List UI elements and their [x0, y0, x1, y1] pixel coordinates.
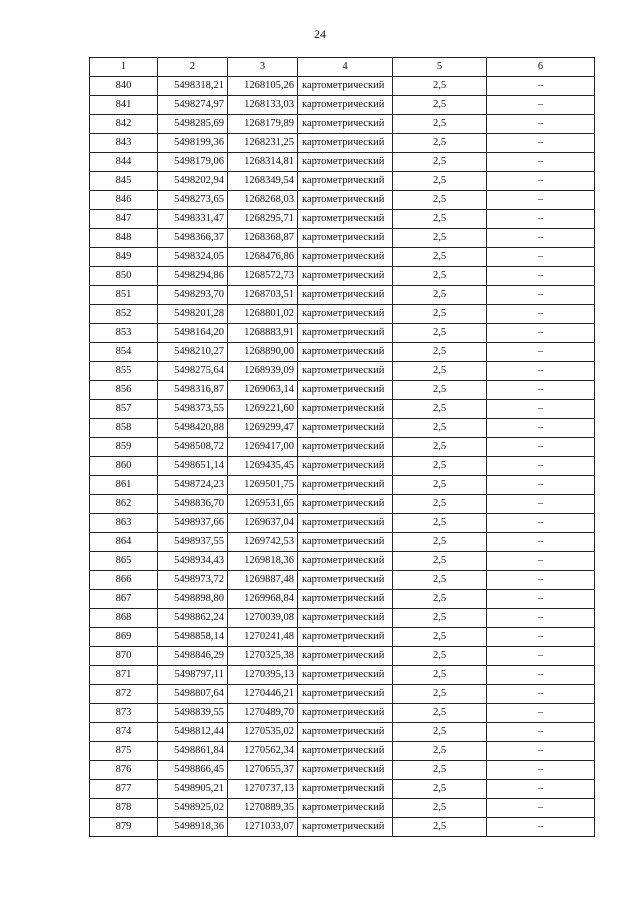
table-row [90, 552, 595, 571]
description-cell: – [487, 780, 595, 799]
x-coordinate-cell: 5498285,69 [158, 115, 228, 134]
accuracy-cell: 2,5 [393, 571, 487, 590]
method-cell: картометрический [298, 115, 393, 134]
description-cell: – [487, 704, 595, 723]
method-cell: картометрический [298, 267, 393, 286]
accuracy-cell: 2,5 [393, 324, 487, 343]
point-number-cell: 861 [90, 476, 158, 495]
x-coordinate-cell: 5498918,36 [158, 818, 228, 837]
table-row [90, 818, 595, 837]
point-number-cell: 848 [90, 229, 158, 248]
description-cell: – [487, 267, 595, 286]
point-number-cell: 849 [90, 248, 158, 267]
description-cell: – [487, 514, 595, 533]
accuracy-cell: 2,5 [393, 400, 487, 419]
point-number-cell: 876 [90, 761, 158, 780]
page-number: 24 [314, 27, 326, 41]
y-coordinate-cell: 1269968,84 [228, 590, 298, 609]
x-coordinate-cell: 5498293,70 [158, 286, 228, 305]
y-coordinate-cell: 1270446,21 [228, 685, 298, 704]
y-coordinate-cell: 1268179,89 [228, 115, 298, 134]
y-coordinate-cell: 1270395,13 [228, 666, 298, 685]
accuracy-cell: 2,5 [393, 533, 487, 552]
table-row [90, 153, 595, 172]
description-cell: – [487, 229, 595, 248]
method-cell: картометрический [298, 742, 393, 761]
table-row [90, 419, 595, 438]
coordinates-table [89, 57, 595, 837]
method-cell: картометрический [298, 590, 393, 609]
accuracy-cell: 2,5 [393, 305, 487, 324]
point-number-cell: 855 [90, 362, 158, 381]
x-coordinate-cell: 5498812,44 [158, 723, 228, 742]
point-number-cell: 874 [90, 723, 158, 742]
accuracy-cell: 2,5 [393, 172, 487, 191]
method-cell: картометрический [298, 286, 393, 305]
accuracy-cell: 2,5 [393, 96, 487, 115]
table-row [90, 400, 595, 419]
accuracy-cell: 2,5 [393, 286, 487, 305]
column-header-5: 5 [393, 58, 487, 77]
description-cell: – [487, 457, 595, 476]
description-cell: – [487, 552, 595, 571]
y-coordinate-cell: 1269435,45 [228, 457, 298, 476]
y-coordinate-cell: 1268883,91 [228, 324, 298, 343]
point-number-cell: 857 [90, 400, 158, 419]
description-cell: – [487, 210, 595, 229]
table-row [90, 704, 595, 723]
description-cell: – [487, 495, 595, 514]
table-header-row [90, 58, 595, 77]
method-cell: картометрический [298, 818, 393, 837]
description-cell: – [487, 172, 595, 191]
method-cell: картометрический [298, 723, 393, 742]
x-coordinate-cell: 5498846,29 [158, 647, 228, 666]
y-coordinate-cell: 1269299,47 [228, 419, 298, 438]
column-header-6: 6 [487, 58, 595, 77]
y-coordinate-cell: 1268231,25 [228, 134, 298, 153]
method-cell: картометрический [298, 305, 393, 324]
y-coordinate-cell: 1268295,71 [228, 210, 298, 229]
x-coordinate-cell: 5498273,65 [158, 191, 228, 210]
y-coordinate-cell: 1270889,35 [228, 799, 298, 818]
method-cell: картометрический [298, 191, 393, 210]
table-row [90, 210, 595, 229]
method-cell: картометрический [298, 704, 393, 723]
y-coordinate-cell: 1270039,08 [228, 609, 298, 628]
description-cell: – [487, 476, 595, 495]
table-row [90, 609, 595, 628]
y-coordinate-cell: 1269063,14 [228, 381, 298, 400]
method-cell: картометрический [298, 362, 393, 381]
accuracy-cell: 2,5 [393, 362, 487, 381]
table-row [90, 666, 595, 685]
table-row [90, 476, 595, 495]
description-cell: – [487, 400, 595, 419]
accuracy-cell: 2,5 [393, 153, 487, 172]
x-coordinate-cell: 5498164,20 [158, 324, 228, 343]
x-coordinate-cell: 5498275,64 [158, 362, 228, 381]
x-coordinate-cell: 5498508,72 [158, 438, 228, 457]
description-cell: – [487, 647, 595, 666]
table-row [90, 115, 595, 134]
point-number-cell: 846 [90, 191, 158, 210]
table-row [90, 191, 595, 210]
y-coordinate-cell: 1269637,04 [228, 514, 298, 533]
x-coordinate-cell: 5498937,66 [158, 514, 228, 533]
y-coordinate-cell: 1270325,38 [228, 647, 298, 666]
point-number-cell: 875 [90, 742, 158, 761]
y-coordinate-cell: 1268349,54 [228, 172, 298, 191]
point-number-cell: 879 [90, 818, 158, 837]
x-coordinate-cell: 5498324,05 [158, 248, 228, 267]
method-cell: картометрический [298, 571, 393, 590]
y-coordinate-cell: 1268801,02 [228, 305, 298, 324]
y-coordinate-cell: 1268133,03 [228, 96, 298, 115]
accuracy-cell: 2,5 [393, 495, 487, 514]
method-cell: картометрический [298, 153, 393, 172]
x-coordinate-cell: 5498202,94 [158, 172, 228, 191]
method-cell: картометрический [298, 210, 393, 229]
method-cell: картометрический [298, 77, 393, 96]
method-cell: картометрический [298, 552, 393, 571]
table-row [90, 324, 595, 343]
accuracy-cell: 2,5 [393, 647, 487, 666]
description-cell: – [487, 818, 595, 837]
y-coordinate-cell: 1268939,09 [228, 362, 298, 381]
point-number-cell: 865 [90, 552, 158, 571]
method-cell: картометрический [298, 229, 393, 248]
x-coordinate-cell: 5498294,86 [158, 267, 228, 286]
method-cell: картометрический [298, 419, 393, 438]
description-cell: – [487, 419, 595, 438]
table-row [90, 267, 595, 286]
point-number-cell: 859 [90, 438, 158, 457]
accuracy-cell: 2,5 [393, 438, 487, 457]
method-cell: картометрический [298, 343, 393, 362]
table-row [90, 362, 595, 381]
x-coordinate-cell: 5498318,21 [158, 77, 228, 96]
method-cell: картометрический [298, 248, 393, 267]
description-cell: – [487, 324, 595, 343]
accuracy-cell: 2,5 [393, 115, 487, 134]
table-row [90, 134, 595, 153]
method-cell: картометрический [298, 799, 393, 818]
x-coordinate-cell: 5498366,37 [158, 229, 228, 248]
accuracy-cell: 2,5 [393, 628, 487, 647]
method-cell: картометрический [298, 457, 393, 476]
x-coordinate-cell: 5498199,36 [158, 134, 228, 153]
table-row [90, 685, 595, 704]
description-cell: – [487, 799, 595, 818]
method-cell: картометрический [298, 172, 393, 191]
x-coordinate-cell: 5498797,11 [158, 666, 228, 685]
x-coordinate-cell: 5498836,70 [158, 495, 228, 514]
description-cell: – [487, 723, 595, 742]
x-coordinate-cell: 5498937,55 [158, 533, 228, 552]
point-number-cell: 840 [90, 77, 158, 96]
description-cell: – [487, 666, 595, 685]
point-number-cell: 866 [90, 571, 158, 590]
point-number-cell: 873 [90, 704, 158, 723]
column-header-4: 4 [298, 58, 393, 77]
y-coordinate-cell: 1268314,81 [228, 153, 298, 172]
point-number-cell: 877 [90, 780, 158, 799]
x-coordinate-cell: 5498316,87 [158, 381, 228, 400]
point-number-cell: 864 [90, 533, 158, 552]
x-coordinate-cell: 5498420,88 [158, 419, 228, 438]
description-cell: – [487, 286, 595, 305]
y-coordinate-cell: 1271033,07 [228, 818, 298, 837]
point-number-cell: 854 [90, 343, 158, 362]
y-coordinate-cell: 1269742,53 [228, 533, 298, 552]
y-coordinate-cell: 1269501,75 [228, 476, 298, 495]
accuracy-cell: 2,5 [393, 552, 487, 571]
method-cell: картометрический [298, 609, 393, 628]
y-coordinate-cell: 1268268,03 [228, 191, 298, 210]
point-number-cell: 870 [90, 647, 158, 666]
point-number-cell: 843 [90, 134, 158, 153]
y-coordinate-cell: 1270655,37 [228, 761, 298, 780]
method-cell: картометрический [298, 761, 393, 780]
accuracy-cell: 2,5 [393, 723, 487, 742]
method-cell: картометрический [298, 514, 393, 533]
x-coordinate-cell: 5498866,45 [158, 761, 228, 780]
point-number-cell: 869 [90, 628, 158, 647]
point-number-cell: 858 [90, 419, 158, 438]
table-row [90, 286, 595, 305]
table-row [90, 799, 595, 818]
accuracy-cell: 2,5 [393, 343, 487, 362]
method-cell: картометрический [298, 666, 393, 685]
description-cell: – [487, 134, 595, 153]
y-coordinate-cell: 1269531,65 [228, 495, 298, 514]
table-row [90, 457, 595, 476]
accuracy-cell: 2,5 [393, 666, 487, 685]
table-row [90, 343, 595, 362]
table-row [90, 438, 595, 457]
y-coordinate-cell: 1269818,36 [228, 552, 298, 571]
table-row [90, 571, 595, 590]
method-cell: картометрический [298, 324, 393, 343]
method-cell: картометрический [298, 96, 393, 115]
accuracy-cell: 2,5 [393, 761, 487, 780]
description-cell: – [487, 115, 595, 134]
description-cell: – [487, 381, 595, 400]
y-coordinate-cell: 1270737,13 [228, 780, 298, 799]
accuracy-cell: 2,5 [393, 742, 487, 761]
description-cell: – [487, 571, 595, 590]
table-row [90, 495, 595, 514]
column-header-3: 3 [228, 58, 298, 77]
point-number-cell: 863 [90, 514, 158, 533]
accuracy-cell: 2,5 [393, 818, 487, 837]
x-coordinate-cell: 5498331,47 [158, 210, 228, 229]
method-cell: картометрический [298, 400, 393, 419]
point-number-cell: 862 [90, 495, 158, 514]
y-coordinate-cell: 1270489,70 [228, 704, 298, 723]
point-number-cell: 871 [90, 666, 158, 685]
point-number-cell: 867 [90, 590, 158, 609]
table-row [90, 77, 595, 96]
point-number-cell: 878 [90, 799, 158, 818]
x-coordinate-cell: 5498973,72 [158, 571, 228, 590]
method-cell: картометрический [298, 685, 393, 704]
x-coordinate-cell: 5498201,28 [158, 305, 228, 324]
accuracy-cell: 2,5 [393, 704, 487, 723]
accuracy-cell: 2,5 [393, 609, 487, 628]
method-cell: картометрический [298, 134, 393, 153]
x-coordinate-cell: 5498724,23 [158, 476, 228, 495]
y-coordinate-cell: 1269221,60 [228, 400, 298, 419]
accuracy-cell: 2,5 [393, 77, 487, 96]
accuracy-cell: 2,5 [393, 248, 487, 267]
x-coordinate-cell: 5498807,64 [158, 685, 228, 704]
point-number-cell: 844 [90, 153, 158, 172]
accuracy-cell: 2,5 [393, 514, 487, 533]
description-cell: – [487, 533, 595, 552]
table-row [90, 761, 595, 780]
description-cell: – [487, 628, 595, 647]
description-cell: – [487, 609, 595, 628]
x-coordinate-cell: 5498274,97 [158, 96, 228, 115]
accuracy-cell: 2,5 [393, 457, 487, 476]
description-cell: – [487, 685, 595, 704]
table-row [90, 628, 595, 647]
table-row [90, 742, 595, 761]
table-row [90, 229, 595, 248]
point-number-cell: 860 [90, 457, 158, 476]
x-coordinate-cell: 5498862,24 [158, 609, 228, 628]
table-row [90, 590, 595, 609]
method-cell: картометрический [298, 381, 393, 400]
accuracy-cell: 2,5 [393, 799, 487, 818]
x-coordinate-cell: 5498905,21 [158, 780, 228, 799]
description-cell: – [487, 761, 595, 780]
accuracy-cell: 2,5 [393, 229, 487, 248]
y-coordinate-cell: 1269887,48 [228, 571, 298, 590]
point-number-cell: 868 [90, 609, 158, 628]
accuracy-cell: 2,5 [393, 590, 487, 609]
x-coordinate-cell: 5498925,02 [158, 799, 228, 818]
table-row [90, 172, 595, 191]
point-number-cell: 852 [90, 305, 158, 324]
accuracy-cell: 2,5 [393, 134, 487, 153]
y-coordinate-cell: 1268703,51 [228, 286, 298, 305]
accuracy-cell: 2,5 [393, 780, 487, 799]
accuracy-cell: 2,5 [393, 476, 487, 495]
x-coordinate-cell: 5498934,43 [158, 552, 228, 571]
description-cell: – [487, 590, 595, 609]
y-coordinate-cell: 1268368,87 [228, 229, 298, 248]
point-number-cell: 853 [90, 324, 158, 343]
method-cell: картометрический [298, 476, 393, 495]
x-coordinate-cell: 5498858,14 [158, 628, 228, 647]
y-coordinate-cell: 1270562,34 [228, 742, 298, 761]
description-cell: – [487, 248, 595, 267]
accuracy-cell: 2,5 [393, 381, 487, 400]
table-row [90, 647, 595, 666]
description-cell: – [487, 153, 595, 172]
description-cell: – [487, 742, 595, 761]
x-coordinate-cell: 5498179,06 [158, 153, 228, 172]
table-row [90, 305, 595, 324]
point-number-cell: 841 [90, 96, 158, 115]
x-coordinate-cell: 5498373,55 [158, 400, 228, 419]
column-header-1: 1 [90, 58, 158, 77]
y-coordinate-cell: 1268105,26 [228, 77, 298, 96]
x-coordinate-cell: 5498839,55 [158, 704, 228, 723]
accuracy-cell: 2,5 [393, 685, 487, 704]
point-number-cell: 850 [90, 267, 158, 286]
table-row [90, 533, 595, 552]
y-coordinate-cell: 1270241,48 [228, 628, 298, 647]
method-cell: картометрический [298, 495, 393, 514]
column-header-2: 2 [158, 58, 228, 77]
table-body [90, 77, 595, 837]
point-number-cell: 872 [90, 685, 158, 704]
accuracy-cell: 2,5 [393, 419, 487, 438]
description-cell: – [487, 438, 595, 457]
point-number-cell: 845 [90, 172, 158, 191]
x-coordinate-cell: 5498898,80 [158, 590, 228, 609]
y-coordinate-cell: 1268890,00 [228, 343, 298, 362]
x-coordinate-cell: 5498651,14 [158, 457, 228, 476]
y-coordinate-cell: 1269417,00 [228, 438, 298, 457]
point-number-cell: 847 [90, 210, 158, 229]
description-cell: – [487, 305, 595, 324]
y-coordinate-cell: 1268572,73 [228, 267, 298, 286]
point-number-cell: 842 [90, 115, 158, 134]
accuracy-cell: 2,5 [393, 191, 487, 210]
y-coordinate-cell: 1270535,02 [228, 723, 298, 742]
y-coordinate-cell: 1268476,86 [228, 248, 298, 267]
point-number-cell: 856 [90, 381, 158, 400]
table-row [90, 381, 595, 400]
description-cell: – [487, 362, 595, 381]
description-cell: – [487, 191, 595, 210]
point-number-cell: 851 [90, 286, 158, 305]
method-cell: картометрический [298, 438, 393, 457]
method-cell: картометрический [298, 628, 393, 647]
x-coordinate-cell: 5498210,27 [158, 343, 228, 362]
method-cell: картометрический [298, 780, 393, 799]
table-row [90, 780, 595, 799]
table-row [90, 96, 595, 115]
method-cell: картометрический [298, 647, 393, 666]
method-cell: картометрический [298, 533, 393, 552]
table-row [90, 723, 595, 742]
description-cell: – [487, 343, 595, 362]
description-cell: – [487, 77, 595, 96]
description-cell: – [487, 96, 595, 115]
table-row [90, 248, 595, 267]
table-row [90, 514, 595, 533]
accuracy-cell: 2,5 [393, 267, 487, 286]
accuracy-cell: 2,5 [393, 210, 487, 229]
x-coordinate-cell: 5498861,84 [158, 742, 228, 761]
